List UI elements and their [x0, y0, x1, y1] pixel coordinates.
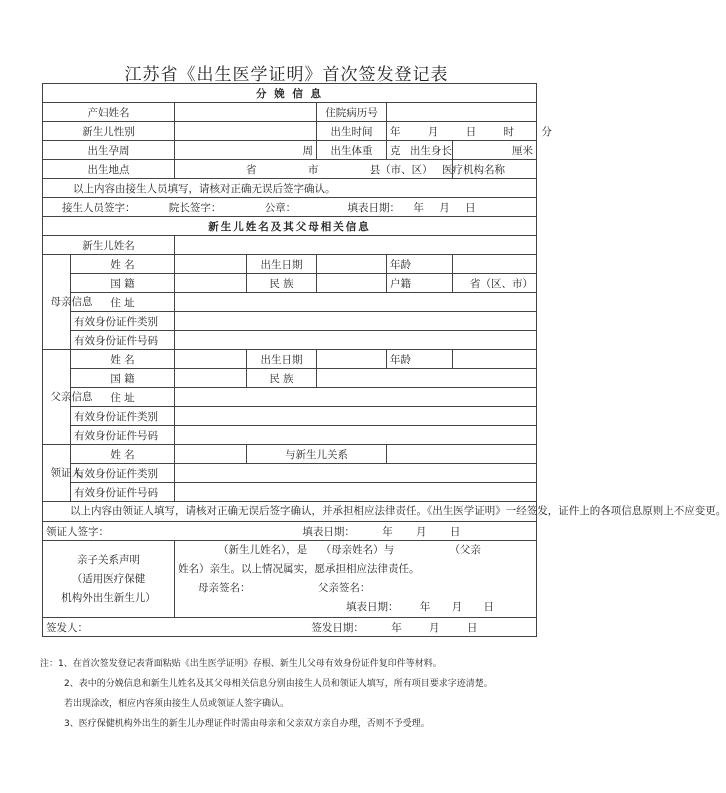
parents-section-header: 新生儿姓名及其父母相关信息	[43, 217, 537, 236]
date-month-unit: 月	[416, 525, 427, 538]
mother-name-label: 产妇姓名	[43, 103, 175, 122]
hospital-no-label: 住院病历号	[317, 103, 387, 122]
midwife-sign-label: 接生人员签字：	[62, 201, 136, 214]
note-2: 2、表中的分娩信息和新生儿姓名及其父母相关信息分别由接生人员和领证人填写，所有项目要求字迹清楚。	[64, 679, 493, 689]
birth-place-field[interactable]	[175, 160, 506, 179]
issuer-row	[43, 618, 537, 637]
stmt-rest: 姓名）亲生。以上情况属实，愿承担相应法律责任。	[178, 563, 420, 575]
issue-date-label: 签发日期：	[311, 621, 364, 634]
father-age-input[interactable]	[453, 350, 537, 369]
mother-birth-date-label: 出生日期	[247, 255, 317, 274]
mother-sign-label: 母亲签名：	[198, 582, 251, 594]
mother-id-number-label: 有效身份证件号码	[71, 331, 175, 350]
minute-unit: 分	[541, 125, 552, 138]
father-id-type-input[interactable]	[175, 407, 537, 426]
stmt-baby: （新生儿姓名），是	[218, 544, 308, 556]
delivery-section-header: 分 娩 信 息	[43, 84, 537, 103]
mother-name-input[interactable]	[175, 255, 247, 274]
note-2-continued: 若出现涂改，相应内容须由接生人员或领证人签字确认。	[64, 699, 290, 709]
father-address-input[interactable]	[175, 388, 537, 407]
mother-age-input[interactable]	[453, 255, 537, 274]
mother-id-type-input[interactable]	[175, 312, 537, 331]
notes-section	[40, 654, 540, 734]
city-unit: 市	[307, 163, 319, 176]
applicant-id-type-label: 有效身份证件类别	[71, 464, 175, 483]
length-field[interactable]	[453, 141, 537, 160]
hour-unit: 时	[503, 125, 515, 138]
mother-hukou-input[interactable]: 省（区、市）	[453, 274, 537, 293]
father-age-label: 年龄	[387, 350, 453, 369]
relation-label: 与新生儿关系	[247, 445, 387, 464]
mother-hukou-label: 户籍	[387, 274, 453, 293]
county-unit: 县（市、区）	[369, 163, 433, 176]
date-day-unit: 日	[449, 525, 461, 538]
father-id-type-label: 有效身份证件类别	[71, 407, 175, 426]
mother-nationality-input[interactable]	[175, 274, 247, 293]
father-address-label: 住 址	[71, 388, 175, 407]
gestation-field[interactable]	[175, 141, 317, 160]
note-3: 3、医疗保健机构外出生的新生儿办理证件时需由母亲和父亲双方亲自办理，否则不予受理。	[64, 719, 430, 729]
date-year-unit: 年	[413, 201, 424, 214]
applicant-id-number-input[interactable]	[175, 483, 537, 502]
father-birth-date-label: 出生日期	[247, 350, 317, 369]
day-unit: 日	[465, 125, 477, 138]
weight-field[interactable]	[387, 141, 453, 160]
registration-form	[42, 83, 726, 637]
date-year-unit: 年	[391, 621, 402, 634]
father-nationality-label: 国 籍	[71, 369, 175, 388]
father-ethnicity-input[interactable]	[317, 369, 537, 388]
father-nationality-input[interactable]	[175, 369, 247, 388]
father-id-number-input[interactable]	[175, 426, 537, 445]
seal-label: 公章：	[264, 201, 297, 214]
father-info-side-label: 父亲信息	[43, 350, 71, 445]
hospital-no-field[interactable]	[387, 103, 537, 122]
weight-label: 出生体重	[317, 141, 387, 160]
cm-unit: 厘米	[512, 144, 534, 157]
mother-id-type-label: 有效身份证件类别	[71, 312, 175, 331]
stmt-mother: （母亲姓名）与	[320, 544, 395, 556]
applicant-id-number-label: 有效身份证件号码	[71, 483, 175, 502]
applicant-id-type-input[interactable]	[175, 464, 537, 483]
mother-ethnicity-input[interactable]	[317, 274, 387, 293]
applicant-fill-date-label: 填表日期：	[302, 525, 355, 538]
gram-unit: 克	[390, 144, 401, 157]
mother-id-number-input[interactable]	[175, 331, 537, 350]
week-unit: 周	[302, 144, 313, 157]
year-unit: 年	[390, 125, 401, 138]
applicant-name-input[interactable]	[175, 445, 247, 464]
mother-name-label: 姓 名	[71, 255, 175, 274]
applicant-side-label: 领证人	[43, 445, 71, 502]
father-birth-date-input[interactable]	[317, 350, 387, 369]
note-1: 注：1、在首次签发登记表背面粘贴《出生医学证明》存根、新生儿父母有效身份证件复印件等材料。	[40, 659, 442, 669]
mother-name-field[interactable]	[175, 103, 317, 122]
stmt-father: （父亲	[449, 544, 481, 556]
baby-sex-label: 新生儿性别	[43, 122, 175, 141]
date-day-unit: 日	[466, 621, 478, 634]
delivery-confirm-text: 以上内容由接生人员填写，请核对正确无误后签字确认。	[43, 179, 537, 198]
birth-time-label: 出生时间	[317, 122, 387, 141]
date-day-unit: 日	[465, 201, 476, 214]
father-name-input[interactable]	[175, 350, 247, 369]
father-name-label: 姓 名	[71, 350, 175, 369]
month-unit: 月	[427, 125, 439, 138]
father-ethnicity-label: 民 族	[247, 369, 317, 388]
parentage-declaration-label: 亲子关系声明 （适用医疗保健 机构外出生新生儿）	[43, 541, 175, 618]
form-title: 江苏省《出生医学证明》首次签发登记表	[124, 65, 449, 85]
parentage-declaration-body[interactable]	[175, 541, 537, 618]
mother-info-side-label: 母亲信息	[43, 255, 71, 350]
father-id-number-label: 有效身份证件号码	[71, 426, 175, 445]
length-label: 出生身长	[409, 144, 452, 157]
father-sign-label: 父亲签名：	[317, 582, 371, 594]
issuer-label: 签发人：	[46, 621, 88, 634]
delivery-signature-row	[43, 198, 537, 217]
baby-name-field[interactable]	[175, 236, 537, 255]
mother-ethnicity-label: 民 族	[247, 274, 317, 293]
applicant-signature-row	[43, 522, 537, 541]
province-unit: 省	[246, 163, 257, 176]
date-day-unit: 日	[483, 601, 495, 613]
baby-name-label: 新生儿姓名	[43, 236, 175, 255]
mother-nationality-label: 国 籍	[71, 274, 175, 293]
director-sign-label: 院长签字：	[168, 201, 222, 214]
institution-label: 医疗机构名称	[442, 163, 506, 176]
date-month-unit: 月	[439, 201, 450, 214]
fill-date-label: 填表日期：	[347, 201, 401, 214]
gestation-label: 出生孕周	[43, 141, 175, 160]
birth-time-field[interactable]	[387, 122, 552, 141]
mother-address-input[interactable]	[175, 293, 537, 312]
mother-birth-date-input[interactable]	[317, 255, 387, 274]
decl-fill-date-label: 填表日期：	[346, 601, 399, 613]
date-year-unit: 年	[382, 525, 393, 538]
relation-input[interactable]	[387, 445, 537, 464]
applicant-confirm-text: 以上内容由领证人填写，请核对正确无误后签字确认，并承担相应法律责任。《出生医学证明》一经签发，证件上的各项信息原则上不应变更。	[43, 502, 537, 522]
applicant-name-label: 姓 名	[71, 445, 175, 464]
date-month-unit: 月	[451, 601, 463, 613]
birth-place-label: 出生地点	[43, 160, 175, 179]
date-year-unit: 年	[419, 601, 431, 613]
mother-address-label: 住 址	[71, 293, 175, 312]
baby-sex-field[interactable]	[175, 122, 317, 141]
applicant-sign-label: 领证人签字：	[46, 525, 109, 538]
date-month-unit: 月	[429, 621, 440, 634]
mother-age-label: 年龄	[387, 255, 453, 274]
